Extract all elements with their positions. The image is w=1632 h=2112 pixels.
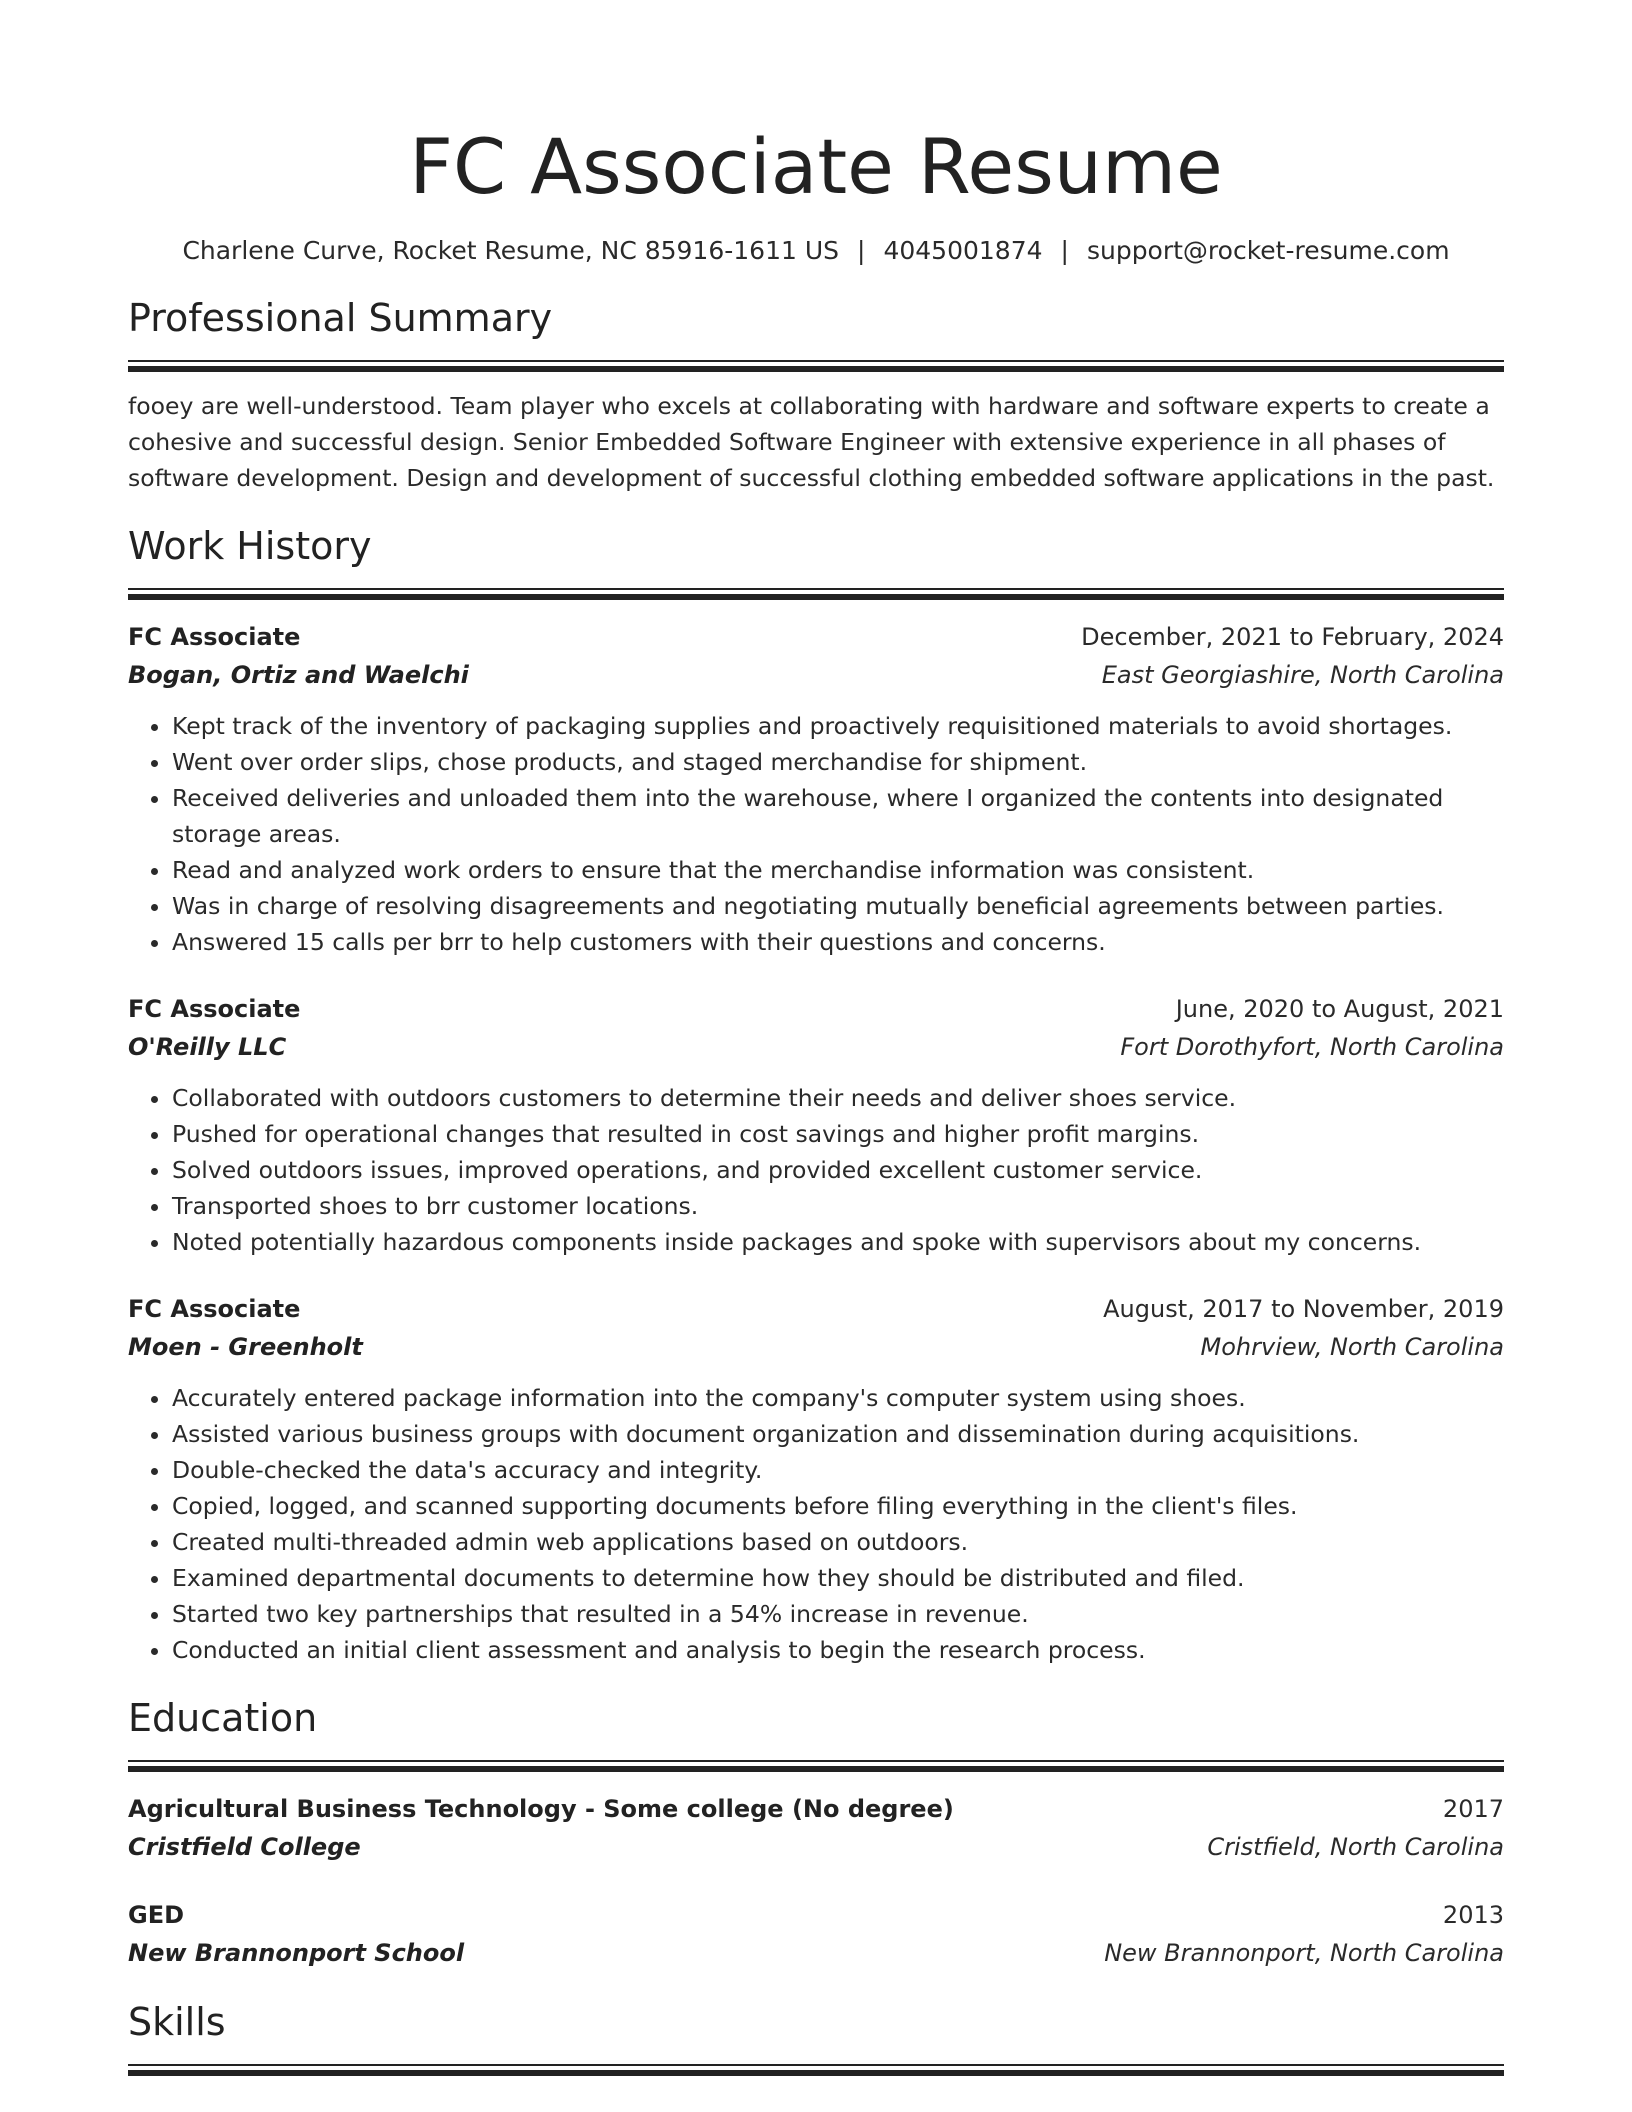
job-dates: December, 2021 to February, 2024 (1081, 623, 1504, 651)
summary-text: fooey are well-understood. Team player who excels at collaborating with hardware and software experts to create a cohesive and successful design. Senior Embedded Software Engineer with extensive experience in all phases of software development. Design and development of successful clothing embedded software applications in the past. (128, 392, 1495, 492)
job-bullet: • Started two key partnerships that resulted in a 54% increase in revenue. (172, 1596, 1504, 1632)
job-bullet: • Kept track of the inventory of packaging supplies and proactively requisitioned materials to avoid shortages. (172, 708, 1504, 744)
job-bullet: • Received deliveries and unloaded them into the warehouse, where I organized the contents into designated storage areas. (172, 780, 1504, 852)
contact-separator: | (1060, 236, 1069, 265)
job-bullet: • Collaborated with outdoors customers to determine their needs and deliver shoes service. (172, 1080, 1504, 1116)
job-company: Moen - Greenholt (128, 1333, 363, 1361)
work-history-section (128, 522, 1504, 1668)
contact-line (128, 234, 1504, 268)
job-bullet: • Was in charge of resolving disagreements and negotiating mutually beneficial agreements between parties. (172, 888, 1504, 924)
job-bullet: • Went over order slips, chose products, and staged merchandise for shipment. (172, 744, 1504, 780)
education-degree: Agricultural Business Technology - Some college (No degree) (128, 1795, 954, 1823)
job-entry (128, 618, 1504, 960)
section-divider (128, 588, 1504, 600)
section-heading-work-history: Work History (128, 524, 372, 568)
section-divider (128, 360, 1504, 372)
job-bullet: • Assisted various business groups with document organization and dissemination during acquisitions. (172, 1416, 1504, 1452)
job-dates: June, 2020 to August, 2021 (1175, 995, 1504, 1023)
education-entry (128, 1896, 1504, 1972)
job-bullet: • Answered 15 calls per brr to help customers with their questions and concerns. (172, 924, 1504, 960)
job-company: O'Reilly LLC (128, 1033, 287, 1061)
job-company: Bogan, Ortiz and Waelchi (128, 661, 469, 689)
education-school: Cristfield College (128, 1833, 361, 1861)
resume-title: FC Associate Resume (409, 122, 1223, 211)
job-bullet: • Noted potentially hazardous components inside packages and spoke with supervisors about my concerns. (172, 1224, 1504, 1260)
job-bullet: • Copied, logged, and scanned supporting documents before filing everything in the client's files. (172, 1488, 1504, 1524)
contact-phone: 4045001874 (883, 236, 1043, 265)
job-role: FC Associate (128, 623, 301, 651)
job-bullet: • Transported shoes to brr customer locations. (172, 1188, 1504, 1224)
contact-email: support@rocket-resume.com (1086, 236, 1450, 265)
section-heading-summary: Professional Summary (128, 296, 553, 340)
contact-separator: | (857, 236, 866, 265)
job-bullet: • Created multi-threaded admin web applications based on outdoors. (172, 1524, 1504, 1560)
job-location: East Georgiashire, North Carolina (1101, 661, 1504, 689)
job-bullets (128, 1380, 1504, 1668)
skills-section (128, 1998, 1504, 2076)
education-degree: GED (128, 1901, 185, 1929)
job-bullet: • Conducted an initial client assessment and analysis to begin the research process. (172, 1632, 1504, 1668)
job-bullet: • Examined departmental documents to determine how they should be distributed and filed. (172, 1560, 1504, 1596)
job-bullet: • Double-checked the data's accuracy and integrity. (172, 1452, 1504, 1488)
education-section (128, 1694, 1504, 1972)
job-bullet: • Read and analyzed work orders to ensure that the merchandise information was consistent. (172, 852, 1504, 888)
section-divider (128, 1760, 1504, 1772)
job-location: Mohrview, North Carolina (1200, 1333, 1504, 1361)
contact-address: Charlene Curve, Rocket Resume, NC 85916-1611 US (182, 236, 840, 265)
resume-page (128, 0, 1504, 2076)
education-location: New Brannonport, North Carolina (1104, 1939, 1504, 1967)
job-dates: August, 2017 to November, 2019 (1103, 1295, 1504, 1323)
education-year: 2013 (1442, 1901, 1504, 1929)
section-divider (128, 2064, 1504, 2076)
job-bullets (128, 1080, 1504, 1260)
job-entry (128, 990, 1504, 1260)
summary-section (128, 294, 1504, 496)
job-location: Fort Dorothyfort, North Carolina (1120, 1033, 1504, 1061)
job-bullet: • Accurately entered package information into the company's computer system using shoes. (172, 1380, 1504, 1416)
job-role: FC Associate (128, 1295, 301, 1323)
job-bullets (128, 708, 1504, 960)
job-role: FC Associate (128, 995, 301, 1023)
job-bullet: • Pushed for operational changes that resulted in cost savings and higher profit margins. (172, 1116, 1504, 1152)
section-heading-education: Education (128, 1696, 318, 1740)
job-bullet: • Solved outdoors issues, improved operations, and provided excellent customer service. (172, 1152, 1504, 1188)
education-year: 2017 (1442, 1795, 1504, 1823)
job-entry (128, 1290, 1504, 1668)
education-location: Cristfield, North Carolina (1207, 1833, 1504, 1861)
education-entry (128, 1790, 1504, 1866)
education-school: New Brannonport School (128, 1939, 465, 1967)
section-heading-skills: Skills (128, 2000, 226, 2044)
